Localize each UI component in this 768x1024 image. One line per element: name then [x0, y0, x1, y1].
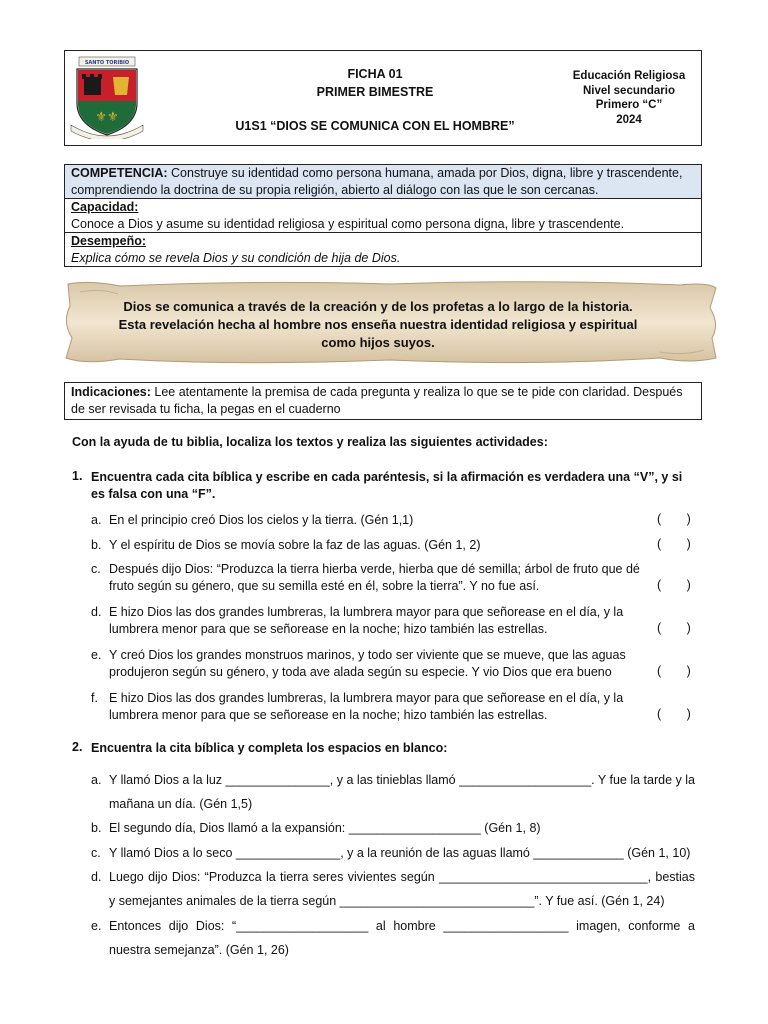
desempeno-text: Explica cómo se revela Dios y su condición de hija de Dios. [71, 250, 401, 265]
svg-text:⚜⚜: ⚜⚜ [95, 110, 119, 125]
competencia-text: Construye su identidad como persona humana, amada por Dios, digna, libre y trascendente, comprendiendo la doctrina de su propia religión, abierto al diálogo con las que le son cercanas. [71, 166, 683, 197]
item-letter: b. [91, 538, 102, 552]
q1-item-d [91, 604, 651, 637]
capacidad-text: Conoce a Dios y asume su identidad religiosa y espiritual como persona digna, libre y trascendente. [71, 216, 625, 231]
banner-text [100, 298, 656, 352]
q2-item-d [91, 865, 695, 913]
q2-item-b [91, 816, 695, 840]
header-box [64, 50, 702, 146]
item-text: Luego dijo Dios: “Produzca la tierra seres vivientes según ______________________________, bestias y semejantes animales de la tierra según ____________________________”. Y fue así. (Gén 1, 24) [109, 870, 695, 908]
q1-number: 1. [72, 469, 83, 483]
competency-table [64, 164, 702, 267]
item-letter: d. [91, 870, 102, 884]
crest-text: SANTO TORIBIO [84, 60, 130, 66]
bimestre-label: PRIMER BIMESTRE [316, 85, 434, 99]
course-name: Educación Religiosa [572, 70, 686, 82]
item-letter: c. [91, 562, 101, 576]
item-text: El segundo día, Dios llamó a la expansión: ___________________ (Gén 1, 8) [109, 821, 541, 835]
banner-line-3: como hijos suyos. [321, 335, 435, 350]
item-text: Entonces dijo Dios: “___________________ al hombre __________________ imagen, conforme a nuestra semejanza”. (Gén 1, 26) [109, 919, 695, 957]
item-letter: c. [91, 846, 101, 860]
ficha-label: FICHA 01 [347, 67, 403, 81]
competencia-label: COMPETENCIA: [71, 166, 168, 180]
item-text: Y llamó Dios a lo seco _______________, y a la reunión de las aguas llamó _____________ (Gén 1, 10) [109, 846, 691, 860]
header-center [185, 65, 565, 101]
desempeno-label: Desempeño: [71, 234, 147, 248]
item-text: Y creó Dios los grandes monstruos marinos, y todo ser viviente que se mueve, que las aguas produjeron según su género, y toda ave alada según su especie. Y vio Dios que era bueno [109, 648, 626, 679]
item-letter: d. [91, 605, 102, 619]
answer-paren-f[interactable]: ( ) [657, 707, 691, 721]
indicaciones-text: Lee atentamente la premisa de cada pregunta y realiza lo que se te pide con claridad. Después de ser revisada tu ficha, la pegas en el cuaderno [71, 385, 683, 416]
item-text: Y llamó Dios a la luz _______________, y a las tinieblas llamó ___________________. Y fue la tarde y la mañana un día. (Gén 1,5) [109, 773, 695, 811]
unit-title: U1S1 “DIOS SE COMUNICA CON EL HOMBRE” [235, 119, 515, 133]
answer-paren-a[interactable]: ( ) [657, 512, 691, 526]
item-letter: e. [91, 648, 102, 662]
answer-paren-b[interactable]: ( ) [657, 537, 691, 551]
item-text: E hizo Dios las dos grandes lumbreras, la lumbrera mayor para que señorease en el día, y la lumbrera menor para que se señorease en la noche; hizo también las estrellas. [109, 605, 624, 636]
q2-text: Encuentra la cita bíblica y completa los espacios en blanco: [91, 741, 448, 755]
year-label: 2024 [616, 113, 642, 126]
header-right [559, 69, 699, 127]
item-letter: a. [91, 773, 102, 787]
q1-text: Encuentra cada cita bíblica y escribe en cada paréntesis, si la afirmación es verdadera una “V”, y si es falsa con una “F”. [91, 470, 683, 501]
item-text: E hizo Dios las dos grandes lumbreras, la lumbrera mayor para que señorease en el día, y la lumbrera menor para que se señorease en la noche; hizo también las estrellas. [109, 691, 624, 722]
school-crest-icon [69, 55, 145, 139]
q1-item-c [91, 561, 651, 594]
banner-line-1: Dios se comunica a través de la creación y de los profetas a lo largo de la historia. [123, 299, 633, 314]
q2-number: 2. [72, 740, 83, 754]
intro-text: Con la ayuda de tu biblia, localiza los textos y realiza las siguientes actividades: [72, 435, 548, 449]
q2-item-a [91, 768, 695, 816]
competencia-row [65, 165, 702, 199]
q1-item-a [91, 512, 651, 529]
item-letter: a. [91, 513, 102, 527]
answer-paren-d[interactable]: ( ) [657, 621, 691, 635]
indicaciones-box [64, 382, 702, 420]
q2-item-e [91, 914, 695, 962]
item-text: En el principio creó Dios los cielos y la tierra. (Gén 1,1) [109, 513, 414, 527]
capacidad-row [65, 199, 702, 233]
item-text: Y el espíritu de Dios se movía sobre la faz de las aguas. (Gén 1, 2) [109, 538, 481, 552]
answer-paren-e[interactable]: ( ) [657, 664, 691, 678]
item-letter: e. [91, 919, 102, 933]
banner-line-2: Esta revelación hecha al hombre nos enseña nuestra identidad religiosa y espiritual [118, 317, 638, 332]
q1-item-f [91, 690, 651, 723]
grade-name: Primero “C” [595, 99, 663, 111]
capacidad-label: Capacidad: [71, 200, 139, 214]
item-letter: f. [91, 691, 98, 705]
desempeno-row [65, 233, 702, 267]
q1-item-e [91, 647, 651, 680]
q2-item-c [91, 841, 695, 865]
indicaciones-label: Indicaciones: [71, 385, 151, 399]
item-text: Después dijo Dios: “Produzca la tierra hierba verde, hierba que dé semilla; árbol de fruto que dé fruto según su género, que su semilla esté en él, sobre la tierra”. Y no fue así. [109, 562, 640, 593]
level-name: Nivel secundario [582, 84, 676, 97]
answer-paren-c[interactable]: ( ) [657, 578, 691, 592]
q1-item-b [91, 537, 651, 554]
item-letter: b. [91, 821, 102, 835]
